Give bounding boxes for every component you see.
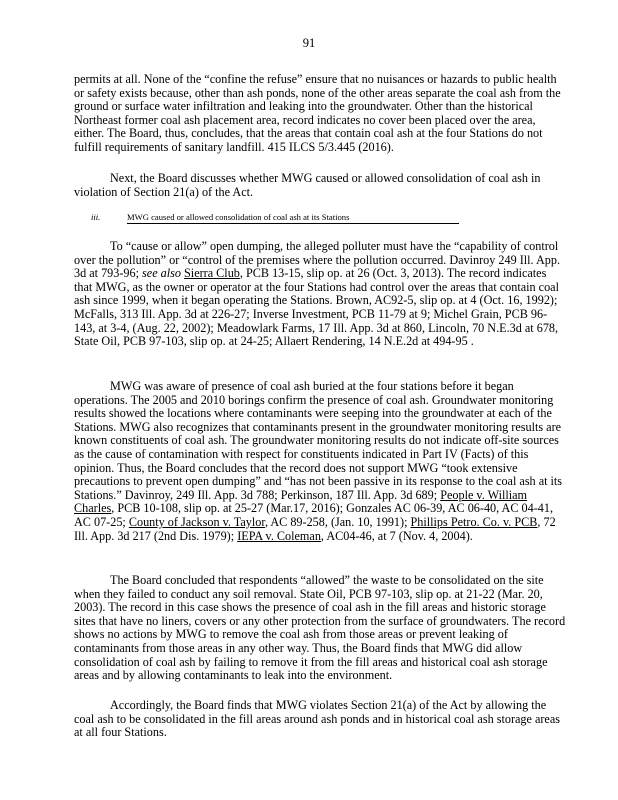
section-heading-title: MWG caused or allowed consolidation of coal ash at its Stations xyxy=(127,212,459,224)
case-citation: IEPA v. Coleman xyxy=(237,528,321,543)
page-number: 91 xyxy=(302,36,316,50)
case-citation: County of Jackson v. Taylor xyxy=(128,514,265,529)
paragraph-board-concluded: The Board concluded that respondents “allowed” the waste to be consolidated on the site when they failed to conduct any soil removal. State Oil, PCB 97-103, slip op. at 21-22 (Mar. 20, 2003). The record in this case shows the presence of coal ash in the fill areas and historic storage sites that have no liners, covers or any other protection from the surface of groundwaters. The record shows no actions by MWG to remove the coal ash from those areas or prevent leaking of contaminants from those areas in any other way. Thus, the Board finds that MWG did allow consolidation of coal ash by failing to remove it from the fill areas and historical coal ash storage areas and by allowing contaminants to leak into the environment. xyxy=(74,573,566,683)
text-run: , AC04-46, at 7 (Nov. 4, 2004). xyxy=(320,528,473,543)
text-run: To “cause or allow” open dumping, the alleged polluter must have the “capability of control over the pollution” or “control of the premises where the pollution occurred. Davinroy 249 Ill. App. 3d at 793-96; xyxy=(74,239,561,281)
case-citation: Sierra Club xyxy=(184,266,240,281)
text-run: , PCB 13-15, slip op. at 26 (Oct. 3, 2013). The record indicates that MWG, as the owner or operator at the four Stations had control over the areas that contain coal ash since 1999, when it began operating the Stations. Brown, AC92-5, slip op. at 4 (Oct. 16, 1992); McFalls, 313 Ill. App. 3d at 226-27; Inverse Investment, PCB 11-79 at 9; Michel Grain, PCB 96-143, at 3-4, (Aug. 22, 2002); Meadowlark Farms, 17 Ill. App. 3d at 860, Lincoln, 70 N.E.3d at 678, State Oil, PCB 97-103, slip op. at 24-25; Allaert Rendering, 14 N.E.2d at 494-95 . xyxy=(74,266,559,349)
text-run: , 72 Ill. App. 3d 217 (2nd Dis. 1979); xyxy=(74,514,556,543)
paragraph-sanitary-landfill: permits at all. None of the “confine the refuse” ensure that no nuisances or hazards to public health or safety exists because, other than ash ponds, none of the other areas separate the coal ash from the ground or surface water infiltration and leaking into the groundwater. Other than the historical Northeast former coal ash placement area, record indicates no cover been placed over the area, either. The Board, thus, concludes, that the areas that contain coal ash at the four Stations do not fulfill requirements of sanitary landfill. 415 ILCS 5/3.445 (2016). xyxy=(74,72,561,154)
case-citation: People v. William Charles xyxy=(74,487,528,516)
paragraph-accordingly: Accordingly, the Board finds that MWG violates Section 21(a) of the Act by allowing the coal ash to be consolidated in the fill areas around ash ponds and in historical coal ash storage areas at all four Stations. xyxy=(74,698,560,740)
paragraph-mwg-aware xyxy=(74,380,566,543)
paragraph-cause-or-allow xyxy=(74,240,566,349)
case-citation: Phillips Petro. Co. v. PCB xyxy=(410,514,538,529)
text-run: , PCB 10-108, slip op. at 25-27 (Mar.17, 2016); Gonzales AC 06-39, AC 06-40, AC 04-41, AC 07-25; xyxy=(74,501,554,529)
citation-signal: see also xyxy=(142,266,181,281)
section-heading xyxy=(91,212,467,224)
paragraph-next-discussion: Next, the Board discusses whether MWG caused or allowed consolidation of coal ash in violation of Section 21(a) of the Act. xyxy=(74,171,541,199)
text-run: MWG was aware of presence of coal ash buried at the four stations before it began operations. The 2005 and 2010 borings confirm the presence of coal ash. Groundwater monitoring results showed the locations where contaminants were seeping into the groundwater at each of the Stations. MWG also recognizes that contaminants present in the groundwater monitoring results are known constituents of coal ash. The groundwater monitoring results do not indicate off-site sources as the cause of contamination with respect for constituents indicated in Part IV (Facts) of this opinion. Thus, the Board concludes that the record does not support MWG “took extensive precautions to prevent open dumping” and “has not been passive in its response to the coal ash at its Stations.” Davinroy, 249 Ill. App. 3d 788; Perkinson, 187 Ill. App. 3d 689; xyxy=(74,379,563,502)
text-run: , AC 89-258, (Jan. 10, 1991); xyxy=(264,514,411,529)
section-heading-number: iii. xyxy=(91,212,101,222)
